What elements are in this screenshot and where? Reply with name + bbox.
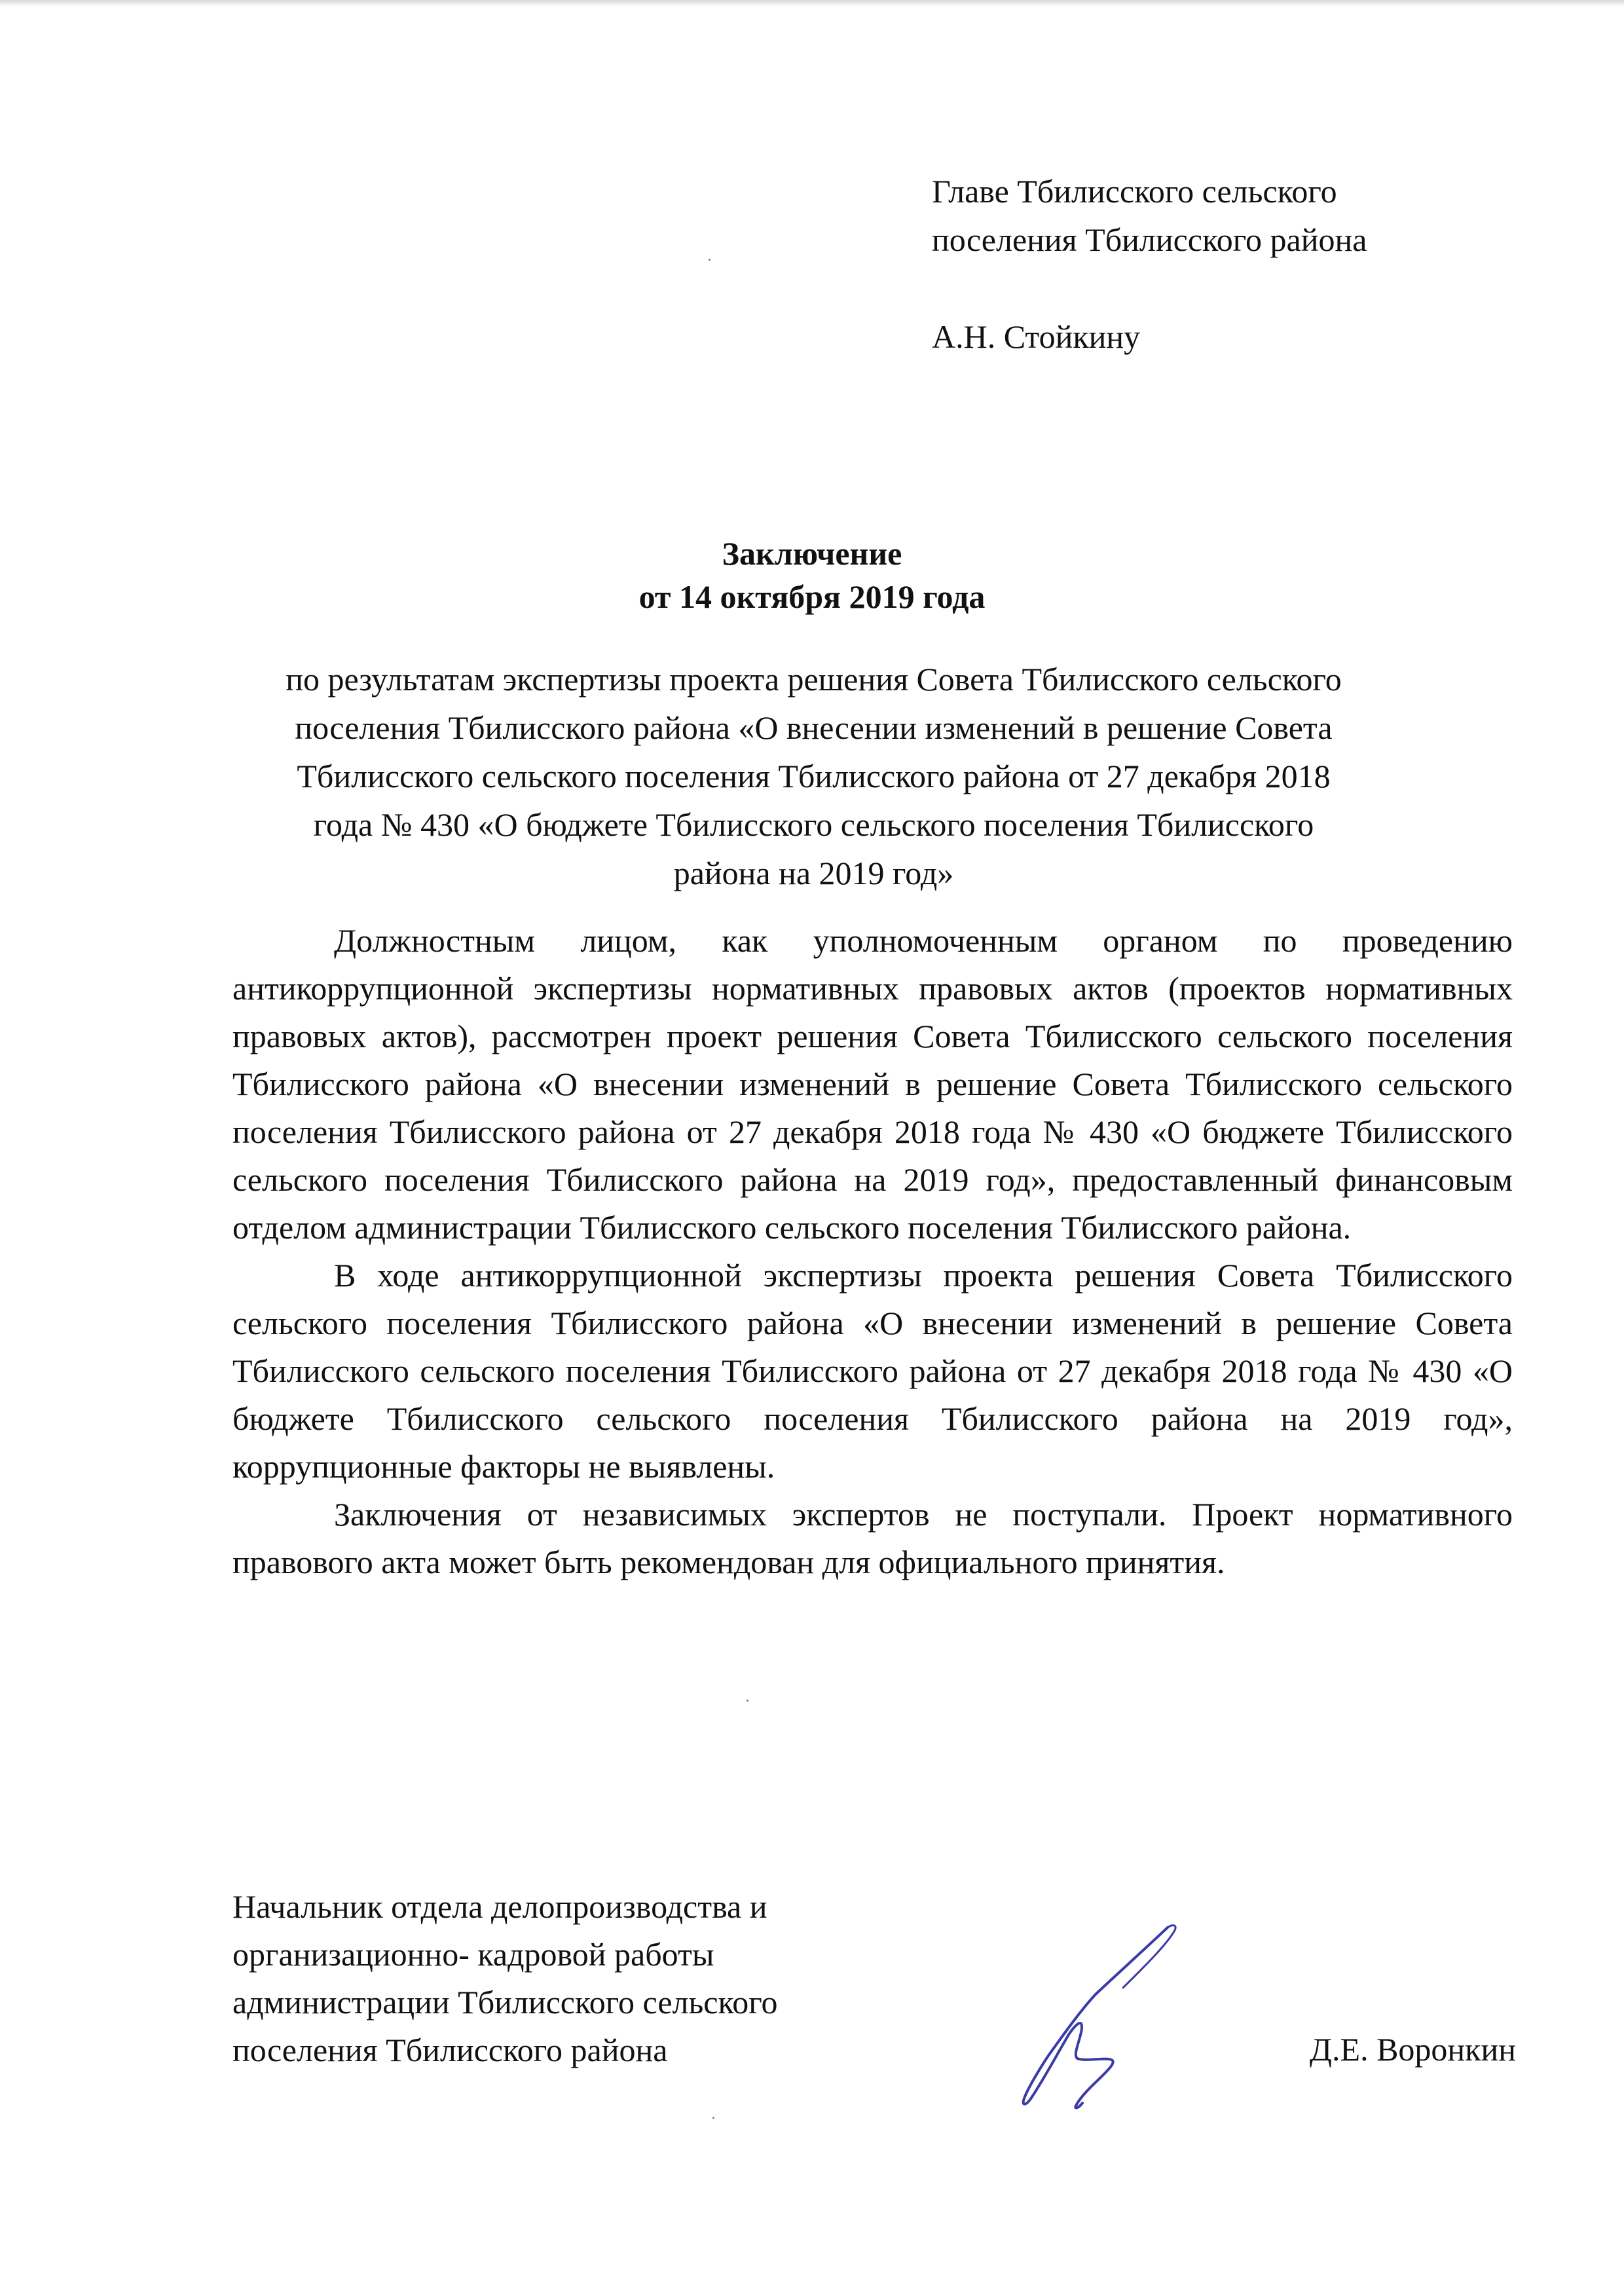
title-heading: Заключение xyxy=(722,535,902,572)
subject-line: Тбилисского сельского поселения Тбилисского района от 27 декабря 2018 xyxy=(297,758,1331,794)
addressee-line-2: поселения Тбилисского района xyxy=(932,221,1367,258)
scan-speck xyxy=(747,1700,748,1702)
signer-name: Д.Е. Воронкин xyxy=(1309,2031,1516,2068)
signatory-position xyxy=(232,1883,953,2074)
body-paragraph-1: Должностным лицом, как уполномоченным органом по проведению антикоррупционной экспертизы нормативных правовых актов (проектов нормативных правовых актов), рассмотрен проект решения Совета Тбилисского сельского поселения Тбилисского района «О внесении изменений в решение Совета Тбилисского сельского поселения Тбилисского района от 27 декабря 2018 года № 430 «О бюджете Тбилисского сельского поселения Тбилисского района на 2019 год», предоставленный финансовым отделом администрации Тбилисского сельского поселения Тбилисского района. xyxy=(232,922,1513,1246)
document-body xyxy=(232,917,1513,1586)
document-subject xyxy=(236,655,1392,897)
position-line: администрации Тбилисского сельского xyxy=(232,1984,778,2021)
handwritten-signature xyxy=(1018,1922,1189,2112)
addressee-line-1: Главе Тбилисского сельского xyxy=(932,173,1337,210)
subject-line: района на 2019 год» xyxy=(673,855,954,891)
subject-line: поселения Тбилисского района «О внесении изменений в решение Совета xyxy=(295,709,1333,746)
scan-edge-shadow xyxy=(0,0,1624,7)
body-paragraph-3: Заключения от независимых экспертов не поступали. Проект нормативного правового акта может быть рекомендован для официального принятия. xyxy=(232,1496,1513,1580)
body-paragraph-2: В ходе антикоррупционной экспертизы проекта решения Совета Тбилисского сельского поселения Тбилисского района «О внесении изменений в решение Совета Тбилисского сельского поселения Тбилисского района от 27 декабря 2018 года № 430 «О бюджете Тбилисского сельского поселения Тбилисского района на 2019 год», коррупционные факторы не выявлены. xyxy=(232,1257,1513,1485)
addressee-block xyxy=(932,167,1547,361)
addressee-name: А.Н. Стойкину xyxy=(932,318,1141,355)
scan-speck xyxy=(712,2117,714,2119)
document-title xyxy=(229,532,1395,618)
position-line: Начальник отдела делопроизводства и xyxy=(232,1888,767,1925)
title-date: от 14 октября 2019 года xyxy=(638,578,986,615)
subject-line: года № 430 «О бюджете Тбилисского сельского поселения Тбилисского xyxy=(313,806,1314,843)
position-line: организационно- кадровой работы xyxy=(232,1936,714,1973)
scan-speck xyxy=(709,259,710,261)
subject-line: по результатам экспертизы проекта решения Совета Тбилисского сельского xyxy=(286,661,1342,698)
position-line: поселения Тбилисского района xyxy=(232,2032,668,2068)
